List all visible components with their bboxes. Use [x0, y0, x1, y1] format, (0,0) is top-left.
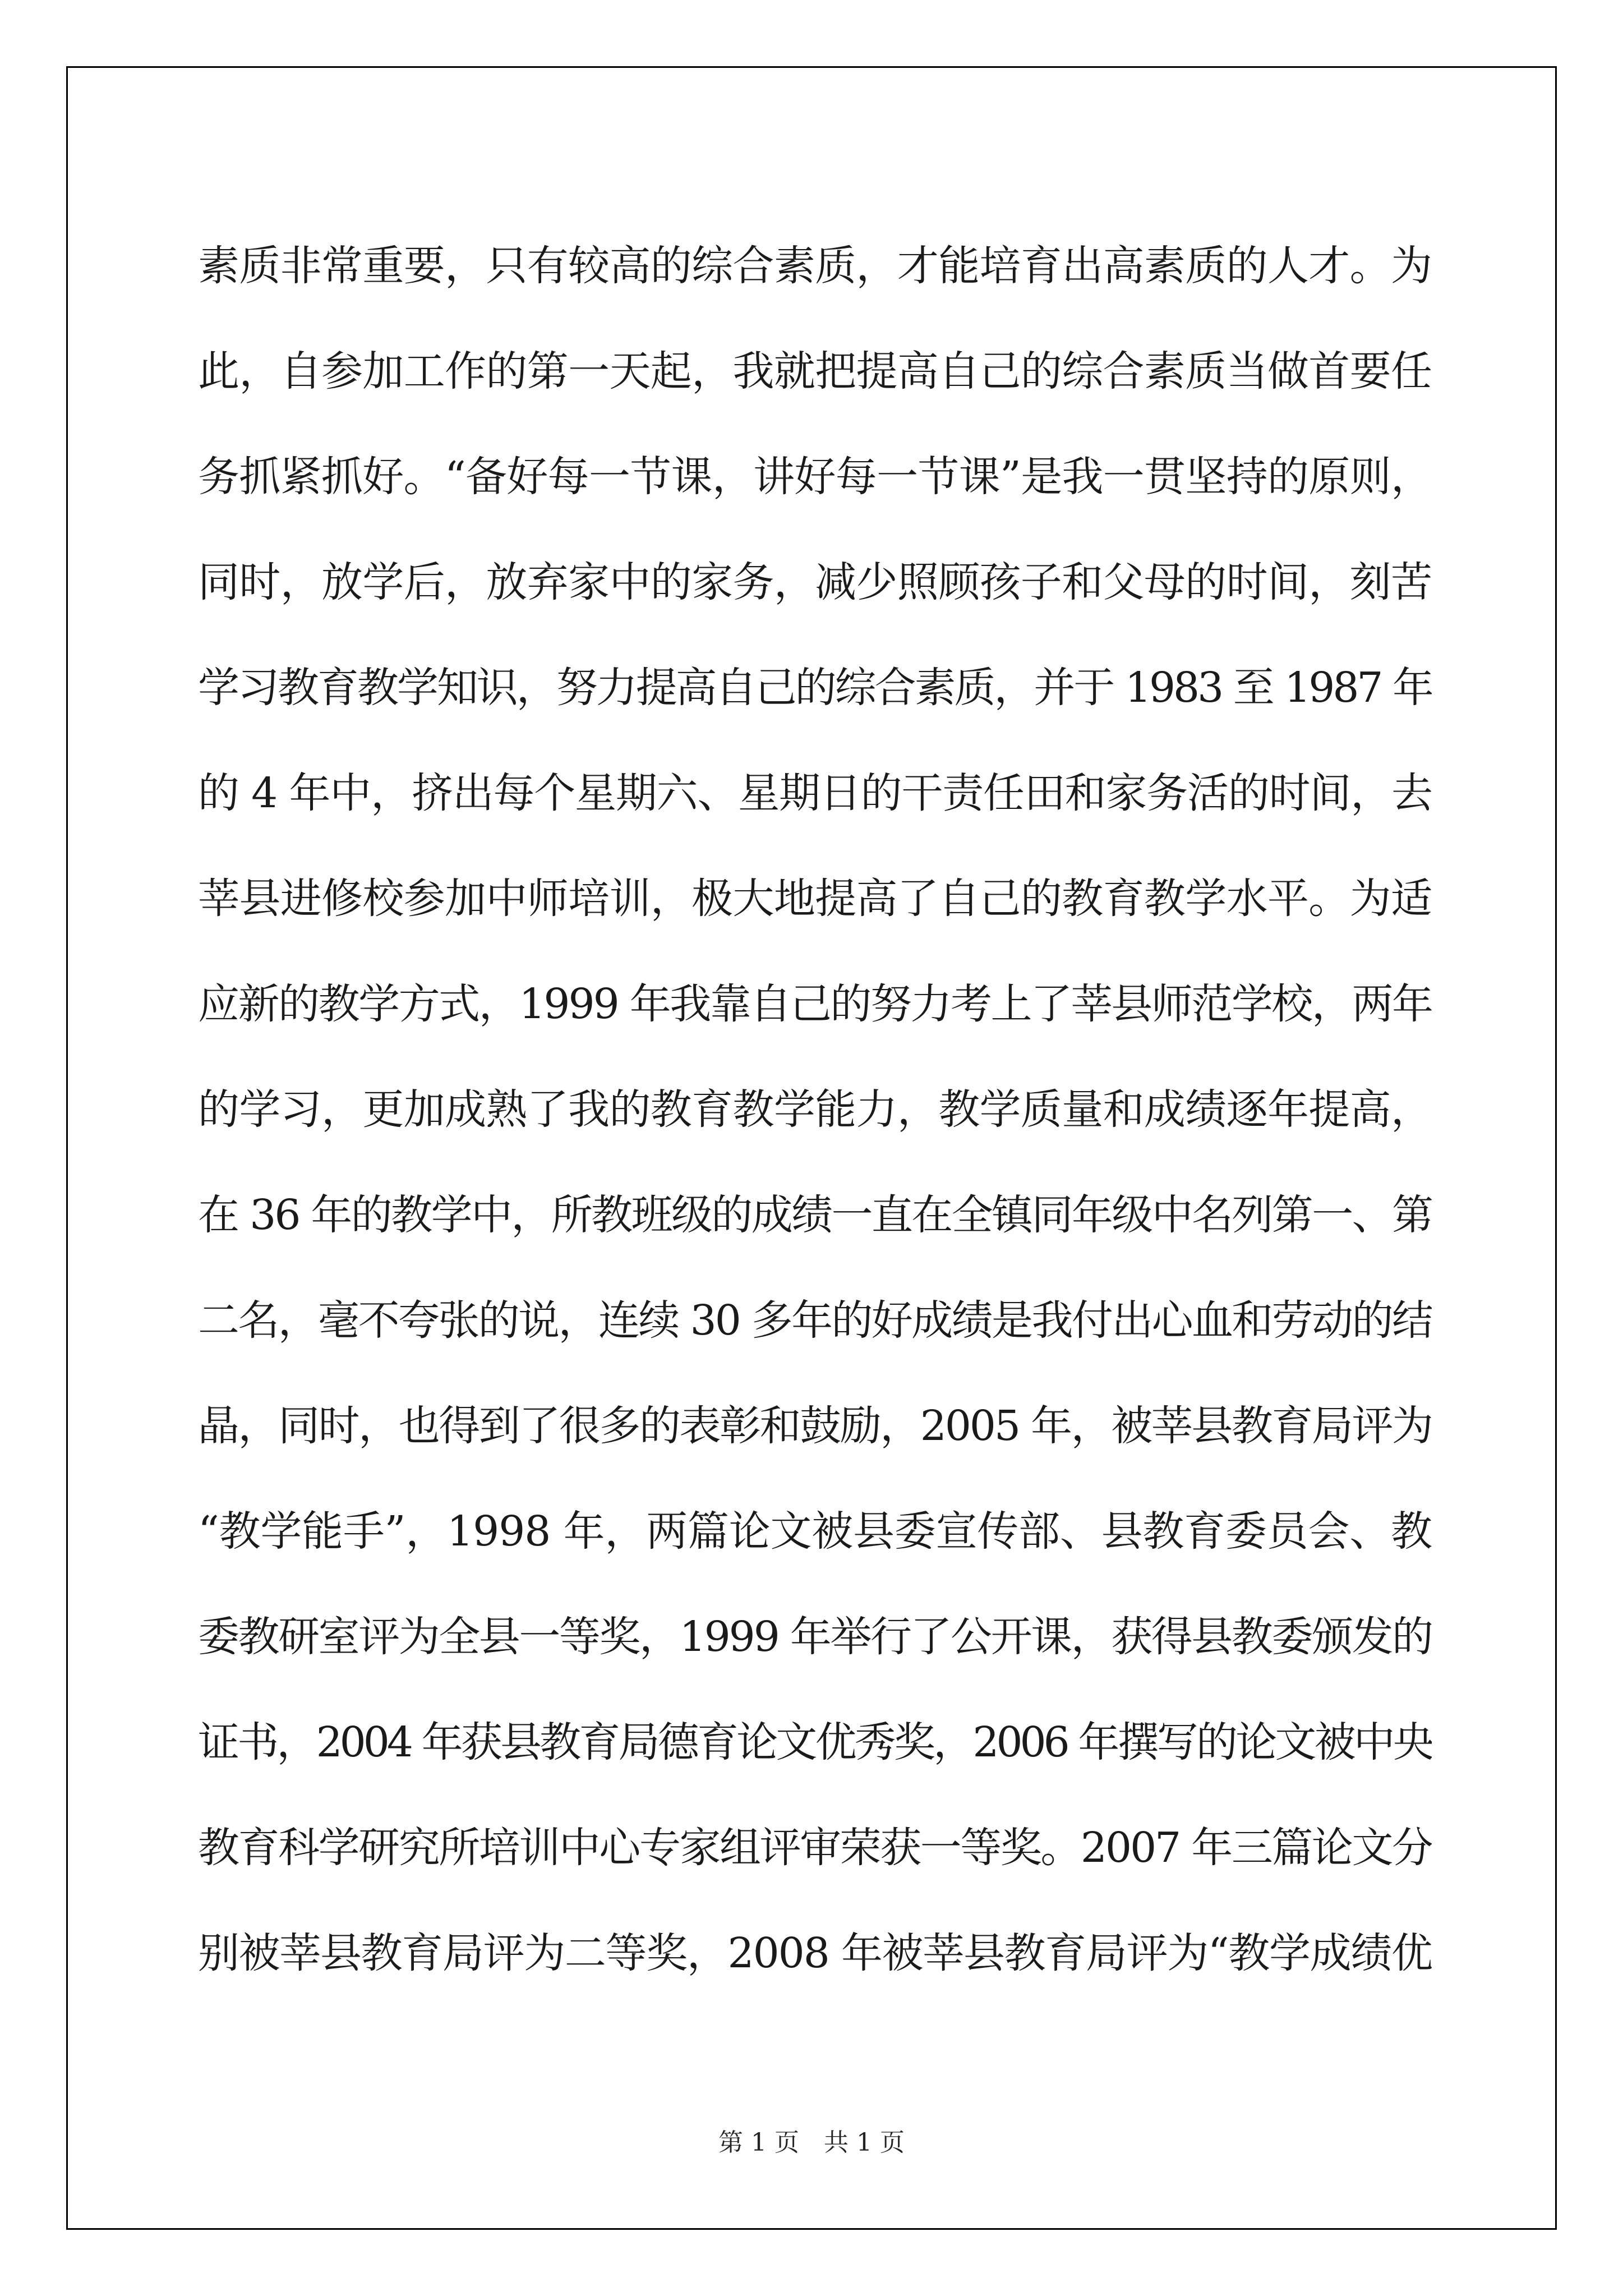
text-line: 同时，放学后，放弃家中的家务，减少照顾孩子和父母的时间，刻苦 [198, 558, 1432, 606]
text-line: 教育科学研究所培训中心专家组评审荣获一等奖。2007 年三篇论文分 [198, 1824, 1432, 1872]
text-line: 应新的教学方式，1999 年我靠自己的努力考上了莘县师范学校，两年 [198, 980, 1432, 1028]
text-line: 务抓紧抓好。“备好每一节课，讲好每一节课”是我一贯坚持的原则， [198, 453, 1432, 501]
text-line: 别被莘县教育局评为二等奖，2008 年被莘县教育局评为“教学成绩优 [198, 1929, 1432, 1977]
text-line: “教学能手”，1998 年，两篇论文被县委宣传部、县教育委员会、教 [198, 1507, 1432, 1556]
text-line: 证书，2004 年获县教育局德育论文优秀奖，2006 年撰写的论文被中央 [198, 1718, 1432, 1766]
page-number-footer: 第 1 页 共 1 页 [718, 2128, 905, 2157]
text-line: 莘县进修校参加中师培训，极大地提高了自己的教育教学水平。为适 [198, 875, 1432, 923]
document-body [198, 213, 1432, 2006]
text-line: 的 4 年中，挤出每个星期六、星期日的干责任田和家务活的时间，去 [198, 769, 1432, 817]
text-line: 晶，同时，也得到了很多的表彰和鼓励，2005 年，被莘县教育局评为 [198, 1402, 1432, 1450]
text-line: 委教研室评为全县一等奖，1999 年举行了公开课，获得县教委颁发的 [198, 1613, 1432, 1661]
text-line: 学习教育教学知识，努力提高自己的综合素质，并于 1983 至 1987 年 [198, 664, 1432, 712]
text-line: 此，自参加工作的第一天起，我就把提高自己的综合素质当做首要任 [198, 347, 1432, 395]
text-line: 的学习，更加成熟了我的教育教学能力，教学质量和成绩逐年提高， [198, 1085, 1432, 1134]
text-line: 素质非常重要，只有较高的综合素质，才能培育出高素质的人才。为 [198, 242, 1432, 290]
text-line: 在 36 年的教学中，所教班级的成绩一直在全镇同年级中名列第一、第 [198, 1191, 1432, 1239]
text-line: 二名，毫不夸张的说，连续 30 多年的好成绩是我付出心血和劳动的结 [198, 1296, 1432, 1345]
